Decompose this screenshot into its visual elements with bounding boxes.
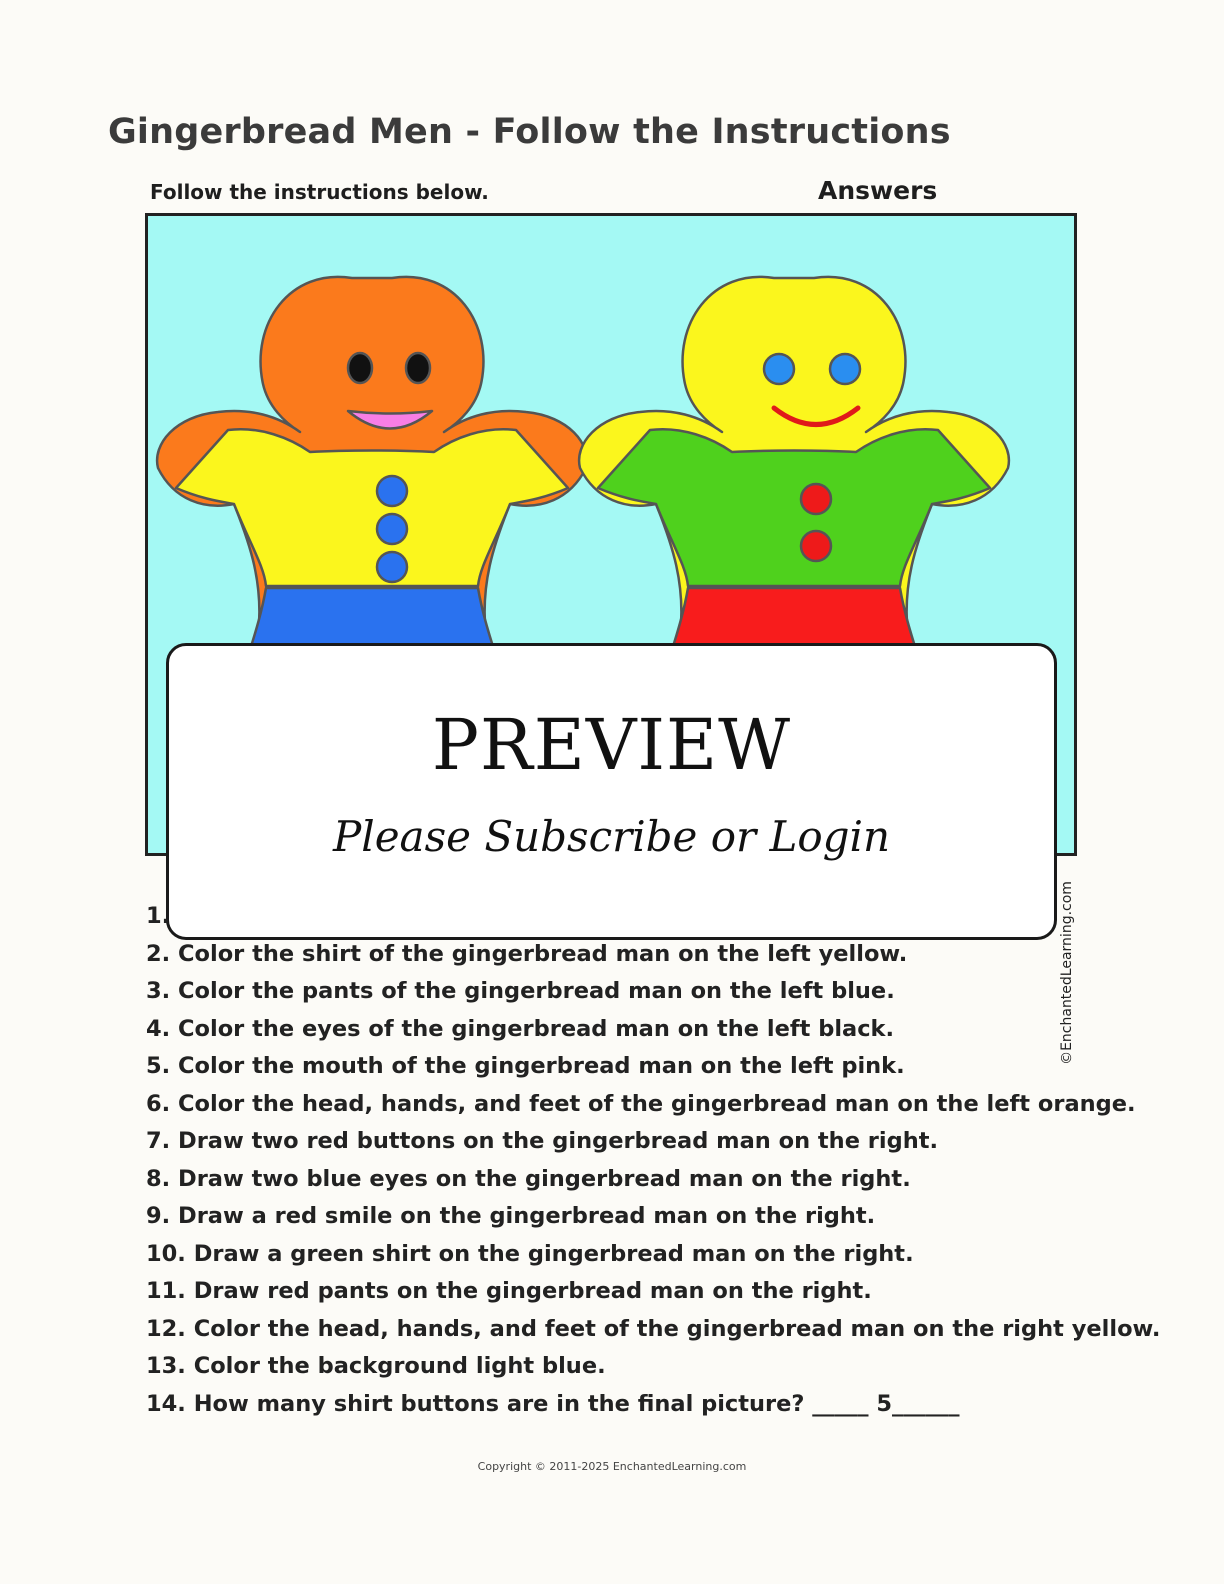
watermark: ©EnchantedLearning.com [1059,881,1075,1065]
left-man-eye [406,353,430,383]
right-man-shirt [598,429,990,586]
sheet-instruction: Follow the instructions below. [150,180,489,204]
left-man-eye [348,353,372,383]
instruction-item: 13. Color the background light blue. [146,1353,606,1379]
instruction-item: 9. Draw a red smile on the gingerbread man on the right. [146,1203,876,1229]
copyright-footer: Copyright © 2011-2025 EnchantedLearning.com [477,1460,747,1473]
right-man-eye [764,354,794,384]
left-gingerbread-man [157,277,587,656]
answers-label: Answers [818,176,938,205]
instruction-item: 4. Color the eyes of the gingerbread man on the left black. [146,1015,895,1042]
left-man-button [377,552,407,582]
right-man-button [801,531,831,561]
right-man-eye [830,354,860,384]
instruction-item: 3. Color the pants of the gingerbread man on the left blue. [146,978,895,1004]
instruction-item: 14. How many shirt buttons are in the final picture? _____ 5______ [146,1390,960,1417]
page-title: Gingerbread Men - Follow the Instructions [108,112,951,152]
instruction-item: 1. [146,903,171,929]
instruction-item: 6. Color the head, hands, and feet of the gingerbread man on the left orange. [146,1090,1136,1117]
right-man-button [801,484,831,514]
instruction-item: 8. Draw two blue eyes on the gingerbread man on the right. [146,1165,911,1192]
instruction-item: 12. Color the head, hands, and feet of the gingerbread man on the right yellow. [146,1315,1161,1342]
left-man-shirt [176,429,568,586]
instruction-item: 5. Color the mouth of the gingerbread man on the left pink. [146,1053,905,1079]
instruction-item: 11. Draw red pants on the gingerbread man on the right. [146,1278,872,1304]
left-man-button [377,514,407,544]
subscribe-login-link[interactable]: Please Subscribe or Login [333,812,890,861]
preview-title: PREVIEW [431,704,792,786]
instruction-item: 10. Draw a green shirt on the gingerbread man on the right. [146,1240,914,1267]
preview-overlay[interactable] [166,643,1057,940]
instructions-list [146,898,1160,1423]
left-man-button [377,476,407,506]
instruction-item: 2. Color the shirt of the gingerbread man on the left yellow. [146,940,908,967]
instruction-item: 7. Draw two red buttons on the gingerbread man on the right. [146,1128,939,1154]
right-gingerbread-man [579,277,1009,656]
